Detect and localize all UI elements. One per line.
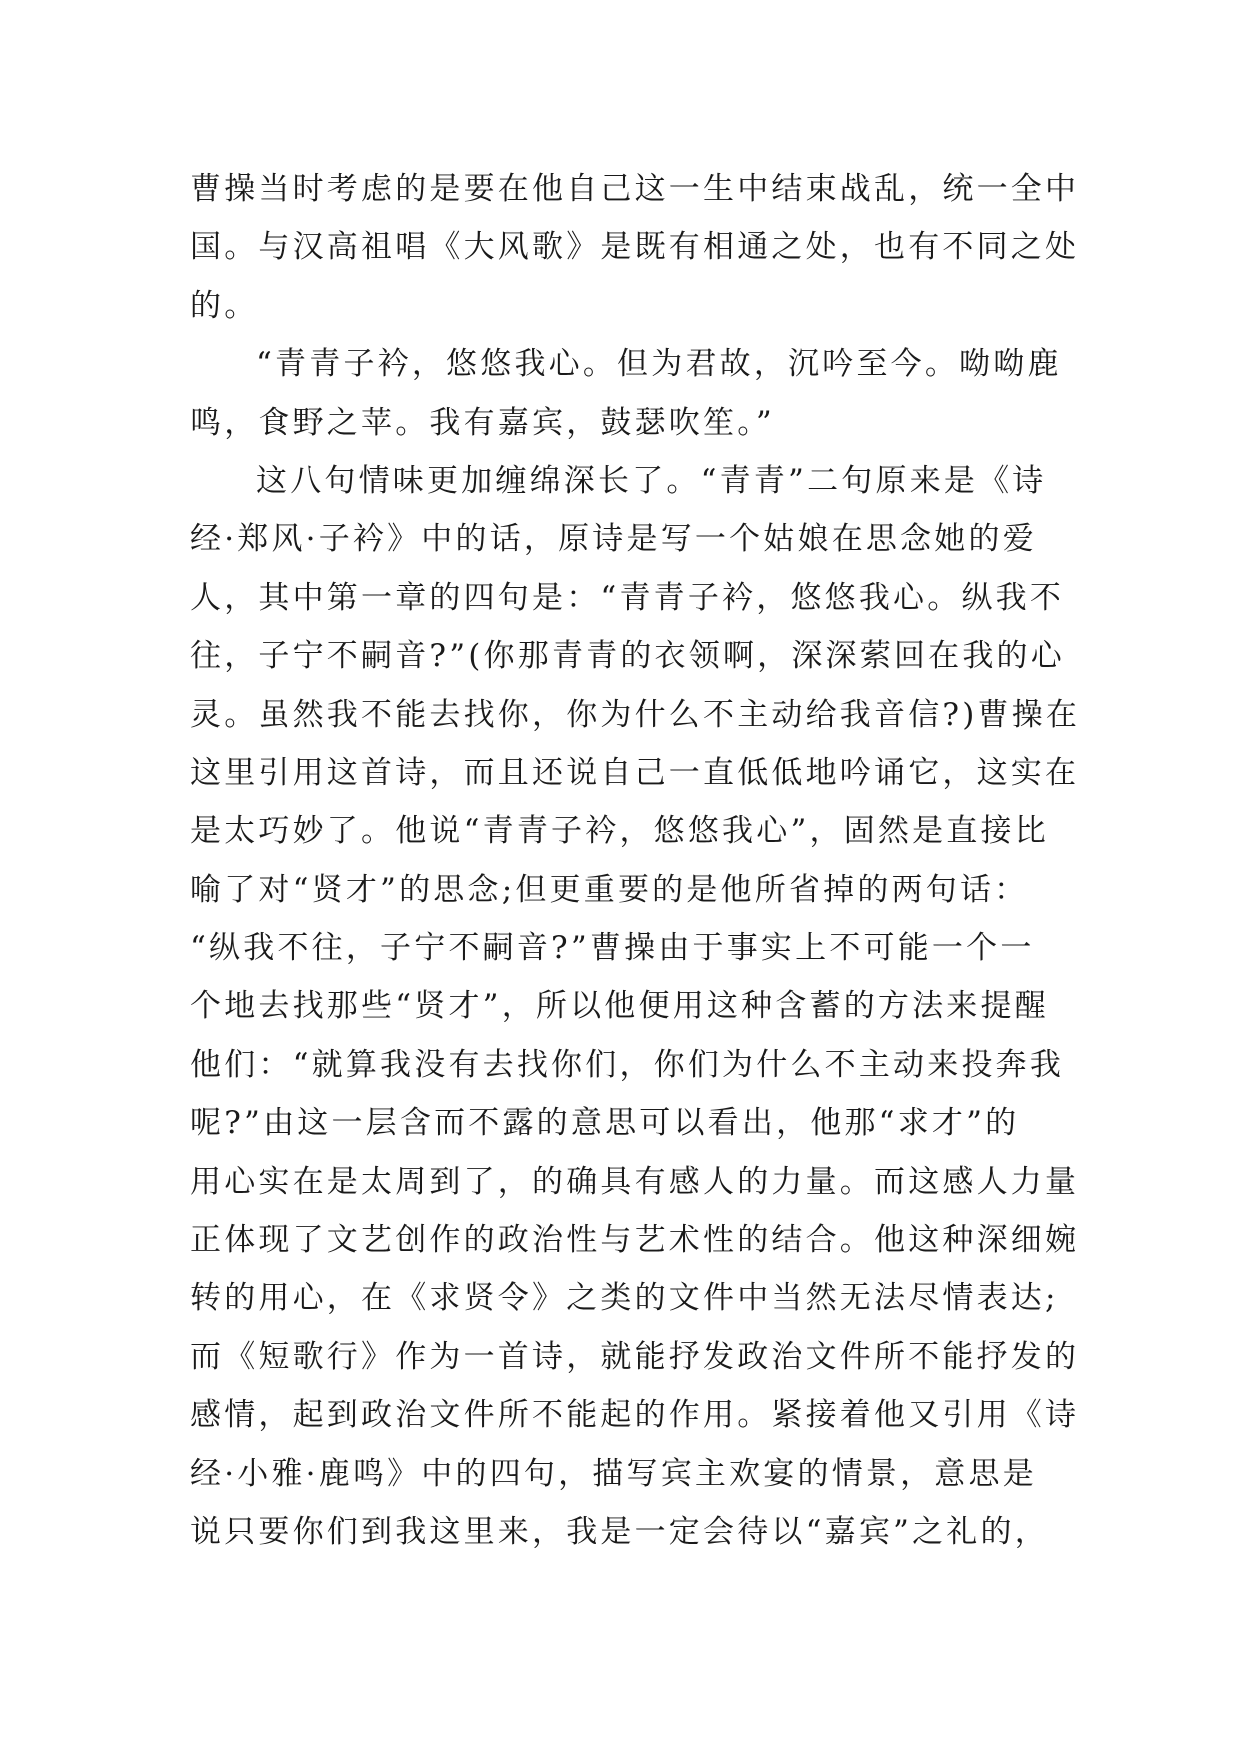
text-line: 鸣，食野之苹。我有嘉宾，鼓瑟吹笙。” (190, 404, 775, 441)
text-line: 经·郑风·子衿》中的话，原诗是写一个姑娘在思念她的爱 (190, 521, 1037, 558)
text-line: 个地去找那些“贤才”，所以他便用这种含蓄的方法来提醒 (190, 988, 1049, 1025)
text-line: 灵。虽然我不能去找你，你为什么不主动给我音信?)曹操在 (190, 696, 1081, 733)
text-line: 国。与汉高祖唱《大风歌》是既有相通之处，也有不同之处 (190, 229, 1080, 266)
text-line: 这里引用这首诗，而且还说自己一直低低地吟诵它，这实在 (190, 754, 1080, 791)
text-line: 往，子宁不嗣音?”(你那青青的衣领啊，深深萦回在我的心 (190, 638, 1065, 675)
text-line: “纵我不往，子宁不嗣音?”曹操由于事实上不可能一个一 (190, 930, 1035, 967)
text-line: 用心实在是太周到了，的确具有感人的力量。而这感人力量 (190, 1163, 1080, 1200)
text-line: 经·小雅·鹿鸣》中的四句，描写宾主欢宴的情景，意思是 (190, 1455, 1037, 1492)
text-line: 呢?”由这一层含而不露的意思可以看出，他那“求才”的 (190, 1105, 1020, 1142)
text-line: 说只要你们到我这里来，我是一定会待以“嘉宾”之礼的， (190, 1513, 1049, 1550)
text-line: 感情，起到政治文件所不能起的作用。紧接着他又引用《诗 (190, 1397, 1080, 1434)
text-line: 而《短歌行》作为一首诗，就能抒发政治文件所不能抒发的 (190, 1338, 1080, 1375)
text-line: “青青子衿，悠悠我心。但为君故，沉吟至今。呦呦鹿 (256, 346, 1062, 383)
text-line: 这八句情味更加缠绵深长了。“青青”二句原来是《诗 (256, 462, 1047, 499)
text-line: 的。 (190, 287, 259, 324)
text-line: 正体现了文艺创作的政治性与艺术性的结合。他这种深细婉 (190, 1222, 1080, 1259)
body-text (190, 160, 1081, 1561)
text-line: 转的用心，在《求贤令》之类的文件中当然无法尽情表达; (190, 1280, 1059, 1317)
text-line: 人，其中第一章的四句是：“青青子衿，悠悠我心。纵我不 (190, 579, 1065, 616)
text-line: 是太巧妙了。他说“青青子衿，悠悠我心”，固然是直接比 (190, 813, 1049, 850)
text-line: 他们：“就算我没有去找你们，你们为什么不主动来投奔我 (190, 1046, 1065, 1083)
text-line: 曹操当时考虑的是要在他自己这一生中结束战乱，统一全中 (190, 171, 1080, 207)
text-line: 喻了对“贤才”的思念;但更重要的是他所省掉的两句话： (190, 871, 1029, 908)
